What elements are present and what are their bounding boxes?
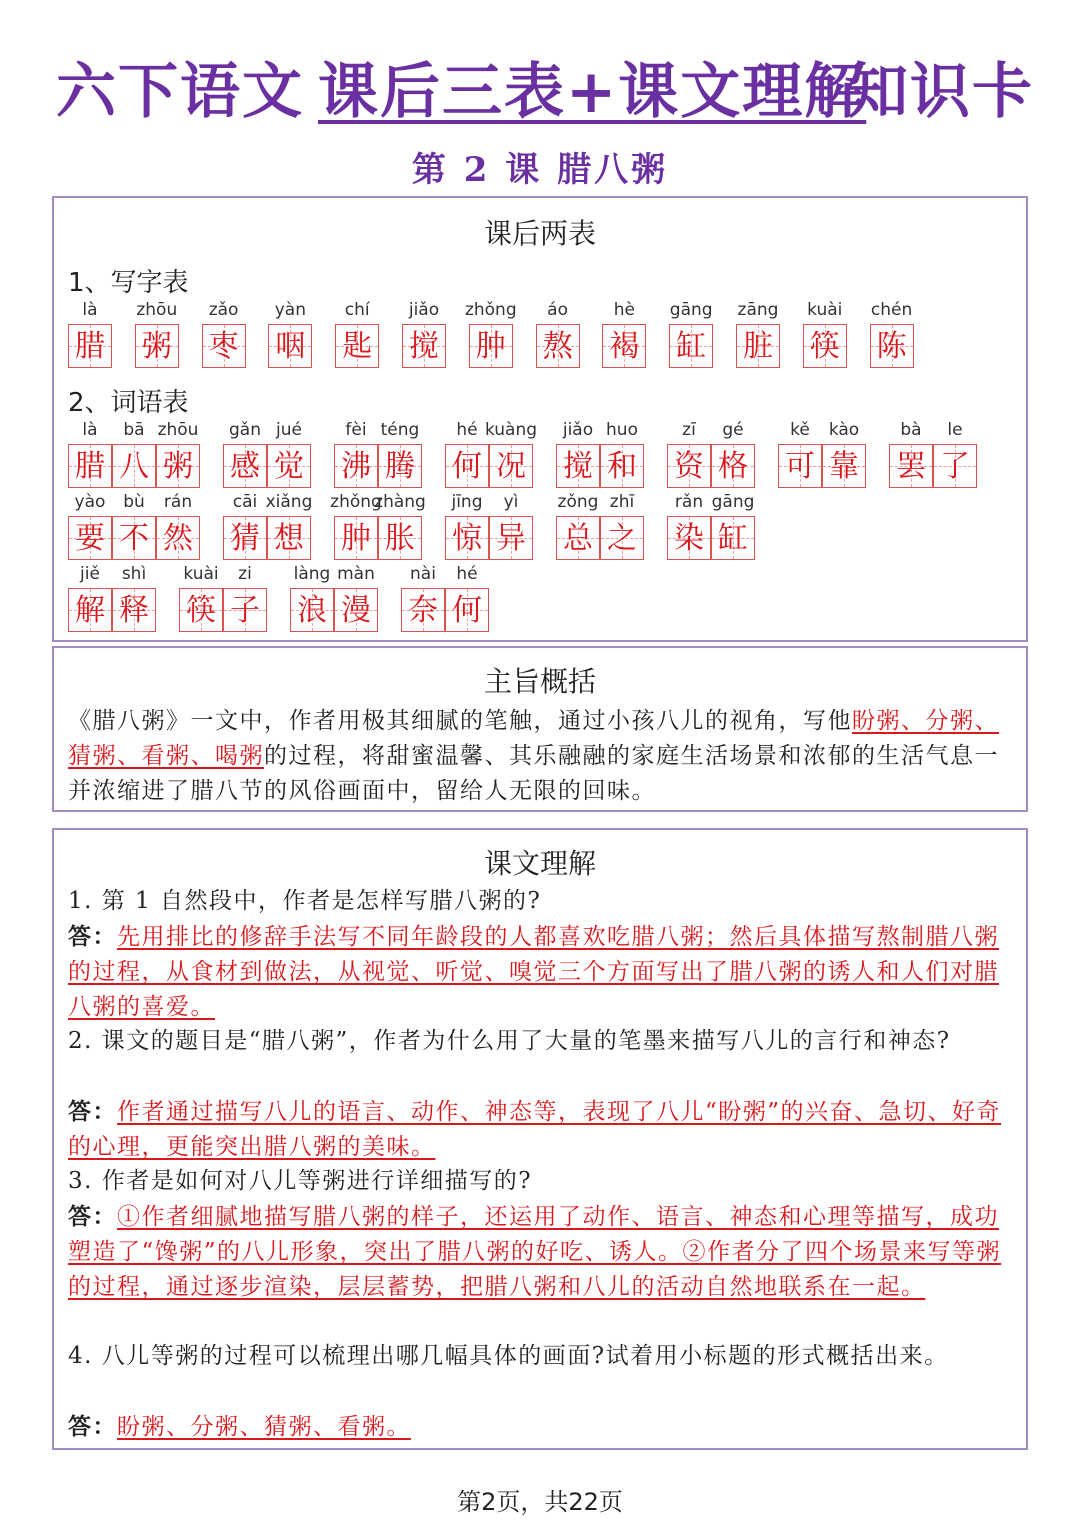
summary-title: 主旨概括	[483, 665, 596, 698]
pinyin: gǎn	[229, 420, 261, 440]
char: 筷	[809, 329, 840, 364]
char: 熬	[542, 329, 573, 364]
pinyin: rǎn	[674, 492, 704, 512]
char-cell	[202, 324, 246, 368]
char: 不	[119, 521, 149, 556]
title-right: 知识卡	[848, 57, 1034, 127]
pinyin: yào	[74, 492, 106, 512]
char: 之	[607, 521, 637, 556]
title-mid: 课后三表+课文理解	[318, 57, 867, 127]
pinyin: jiǎo	[562, 420, 594, 440]
char: 胀	[385, 521, 415, 556]
pinyin: hè	[613, 300, 635, 320]
char-cell	[402, 324, 446, 368]
comprehension-title: 课文理解	[483, 847, 596, 880]
char: 然	[163, 521, 193, 556]
pinyin: zāng	[737, 300, 779, 320]
pinyin: zhǒng	[464, 300, 517, 320]
pinyin: gé	[722, 420, 744, 440]
char: 何	[452, 449, 482, 484]
summary-text-before: 《腊八粥》一文中，作者用极其细腻的笔触，通过小孩八儿的视角，写他	[68, 708, 852, 734]
char: 解	[75, 593, 105, 628]
char: 惊	[452, 521, 482, 556]
char-cell	[223, 516, 267, 560]
char: 罢	[896, 449, 926, 484]
char-cell	[870, 324, 914, 368]
char-cell	[556, 516, 600, 560]
char-cell	[334, 444, 378, 488]
char: 资	[674, 449, 704, 484]
char-cell	[112, 516, 156, 560]
char: 粥	[141, 329, 172, 364]
char-cell	[112, 444, 156, 488]
answer-2	[68, 1094, 1016, 1165]
answer-label: 答：	[68, 923, 117, 950]
char-cell	[556, 444, 600, 488]
char: 沸	[341, 449, 371, 484]
char-cell	[669, 324, 713, 368]
char-cell	[401, 588, 445, 632]
summary-box	[52, 646, 1028, 812]
char-cell	[290, 588, 334, 632]
pinyin: bù	[123, 492, 145, 512]
char: 缸	[676, 329, 707, 364]
pinyin: zhī	[609, 492, 635, 512]
char: 陈	[876, 329, 907, 364]
word-table-label: 2、词语表	[68, 388, 189, 418]
pinyin: zi	[238, 564, 252, 584]
char: 异	[496, 521, 526, 556]
pinyin: là	[82, 300, 98, 320]
char: 况	[496, 449, 526, 484]
pinyin: kuàng	[484, 420, 538, 440]
pinyin: zǎo	[208, 300, 239, 320]
char: 靠	[829, 449, 859, 484]
pinyin: kuài	[807, 300, 843, 320]
pinyin: zhōu	[136, 300, 178, 320]
answer-4	[68, 1409, 1016, 1445]
pinyin: huo	[606, 420, 638, 440]
char-cell	[536, 324, 580, 368]
char-cell	[600, 516, 644, 560]
pinyin: yì	[503, 492, 519, 512]
pinyin: chén	[870, 300, 913, 320]
char-cell	[68, 516, 112, 560]
char-cell	[335, 324, 379, 368]
pinyin: hé	[456, 420, 478, 440]
char: 可	[785, 449, 815, 484]
char: 感	[230, 449, 260, 484]
pinyin: bà	[900, 420, 922, 440]
char-cell	[179, 588, 223, 632]
char-cell	[445, 444, 489, 488]
char: 肿	[475, 329, 506, 364]
char-cell	[68, 588, 112, 632]
lesson-subtitle: 第 2 课 腊八粥	[411, 150, 669, 190]
page-number: 第2页，共22页	[457, 1488, 623, 1516]
char-cell	[223, 444, 267, 488]
char: 了	[940, 449, 970, 484]
char-cell	[778, 444, 822, 488]
pinyin: áo	[547, 300, 568, 320]
char: 觉	[274, 449, 304, 484]
pinyin: bā	[123, 420, 145, 440]
char: 子	[230, 593, 260, 628]
char: 释	[119, 593, 149, 628]
summary-text-highlight: 盼粥、分粥、猜粥、看粥、喝粥	[68, 708, 999, 769]
char-cell	[68, 324, 112, 368]
answer-label: 答：	[68, 1203, 117, 1230]
char-cell	[378, 444, 422, 488]
char: 缸	[718, 521, 748, 556]
pinyin: jiě	[80, 564, 100, 584]
pinyin: làng	[293, 564, 331, 584]
pinyin: zī	[682, 420, 696, 440]
answer-2-text: 作者通过描写八儿的语言、动作、神态等，表现了八儿“盼粥”的兴奋、急切、好奇的心理，更能突出腊八粥的美味。	[68, 1099, 1002, 1160]
char-cell	[667, 516, 711, 560]
pinyin: gāng	[669, 300, 713, 320]
char: 腾	[385, 449, 415, 484]
title-left: 六下语文	[56, 57, 304, 127]
char: 漫	[341, 593, 371, 628]
pinyin: kě	[790, 420, 810, 440]
char-cell	[267, 516, 311, 560]
pinyin: kào	[828, 420, 860, 440]
char: 搅	[563, 449, 593, 484]
question-4: 4. 八儿等粥的过程可以梳理出哪几幅具体的画面?试着用小标题的形式概括出来。	[68, 1343, 949, 1369]
pinyin: gāng	[711, 492, 755, 512]
summary-text-after: 的过程，将甜蜜温馨、其乐融融的家庭生活场景和浓郁的生活气息一并浓缩进了腊八节的风俗画面中，留给人无限的回味。	[68, 743, 999, 804]
vocab-box-title: 课后两表	[483, 217, 596, 250]
pinyin: le	[947, 420, 963, 440]
pinyin: téng	[380, 420, 420, 440]
pinyin: nài	[410, 564, 436, 584]
char-cell	[334, 588, 378, 632]
answer-3-text: ①作者细腻地描写腊八粥的样子，还运用了动作、语言、神态和心理等描写，成功塑造了“馋粥”的八儿形象，突出了腊八粥的好吃、诱人。②作者分了四个场景来写等粥的过程，通过逐步渲染，层层蓄势，把腊八粥和八儿的活动自然地联系在一起。	[68, 1204, 1002, 1300]
char-cell	[445, 588, 489, 632]
answer-4-text: 盼粥、分粥、猜粥、看粥。	[117, 1414, 411, 1440]
write-table-label: 1、写字表	[68, 268, 189, 298]
pinyin: hé	[456, 564, 478, 584]
vocab-box	[52, 196, 1028, 642]
answer-3	[68, 1199, 1016, 1305]
char: 筷	[186, 593, 216, 628]
pinyin: zhàng	[374, 492, 426, 512]
char-cell	[267, 444, 311, 488]
answer-label: 答：	[68, 1413, 117, 1440]
char-cell	[602, 324, 646, 368]
char-cell	[889, 444, 933, 488]
char-cell	[268, 324, 312, 368]
char: 肿	[341, 521, 371, 556]
char: 猜	[230, 521, 260, 556]
pinyin: jué	[276, 420, 302, 440]
char-cell	[711, 444, 755, 488]
answer-1-text: 先用排比的修辞手法写不同年龄段的人都喜欢吃腊八粥；然后具体描写熬制腊八粥的过程，从食材到做法，从视觉、听觉、嗅觉三个方面写出了腊八粥的诱人和人们对腊八粥的喜爱。	[68, 924, 999, 1020]
comprehension-box	[52, 828, 1028, 1450]
char: 格	[718, 449, 748, 484]
char-cell	[822, 444, 866, 488]
char: 搅	[409, 329, 439, 364]
pinyin: cāi	[232, 492, 258, 512]
pinyin: fèi	[345, 420, 367, 440]
char: 奈	[408, 593, 438, 628]
char: 八	[119, 449, 149, 484]
page-title	[0, 52, 1080, 136]
char-cell	[156, 516, 200, 560]
char: 枣	[208, 329, 239, 364]
pinyin: màn	[337, 564, 375, 584]
pinyin: yàn	[274, 300, 307, 320]
char-cell	[156, 444, 200, 488]
pinyin: chí	[344, 300, 370, 320]
char: 染	[674, 521, 704, 556]
char: 何	[452, 593, 482, 628]
char: 总	[563, 521, 593, 556]
pinyin: rán	[163, 492, 193, 512]
question-1: 1. 第 1 自然段中，作者是怎样写腊八粥的?	[68, 888, 542, 914]
char: 褐	[609, 329, 640, 364]
char-cell	[135, 324, 179, 368]
char: 粥	[163, 449, 193, 484]
pinyin: jīng	[451, 492, 483, 512]
answer-label: 答：	[68, 1098, 117, 1125]
char-cell	[803, 324, 847, 368]
char-cell	[445, 516, 489, 560]
char-cell	[112, 588, 156, 632]
char: 脏	[743, 329, 773, 364]
char: 腊	[75, 449, 105, 484]
pinyin: zǒng	[557, 492, 599, 512]
char-cell	[489, 516, 533, 560]
pinyin: là	[82, 420, 98, 440]
char: 腊	[75, 329, 105, 364]
char-cell	[378, 516, 422, 560]
char-cell	[489, 444, 533, 488]
char: 要	[75, 521, 105, 556]
answer-1	[68, 919, 1016, 1025]
char-cell	[736, 324, 780, 368]
pinyin: kuài	[183, 564, 219, 584]
pinyin: shì	[121, 564, 147, 584]
char-cell	[68, 444, 112, 488]
char: 咽	[275, 329, 306, 364]
pinyin: zhōu	[157, 420, 199, 440]
char-cell	[469, 324, 513, 368]
char-cell	[667, 444, 711, 488]
char-cell	[933, 444, 977, 488]
summary-text	[68, 704, 1016, 809]
char-cell	[334, 516, 378, 560]
question-2: 2. 课文的题目是“腊八粥”，作者为什么用了大量的笔墨来描写八儿的言行和神态?	[68, 1028, 951, 1054]
char-cell	[600, 444, 644, 488]
char-cell	[223, 588, 267, 632]
char: 浪	[297, 593, 327, 628]
char: 和	[607, 449, 637, 484]
question-3: 3. 作者是如何对八儿等粥进行详细描写的?	[68, 1168, 533, 1194]
char: 想	[274, 521, 304, 556]
pinyin: jiǎo	[408, 300, 440, 320]
char-cell	[711, 516, 755, 560]
pinyin: xiǎng	[265, 492, 313, 512]
pinyin: zhǒng	[330, 492, 382, 512]
char: 匙	[342, 329, 373, 364]
